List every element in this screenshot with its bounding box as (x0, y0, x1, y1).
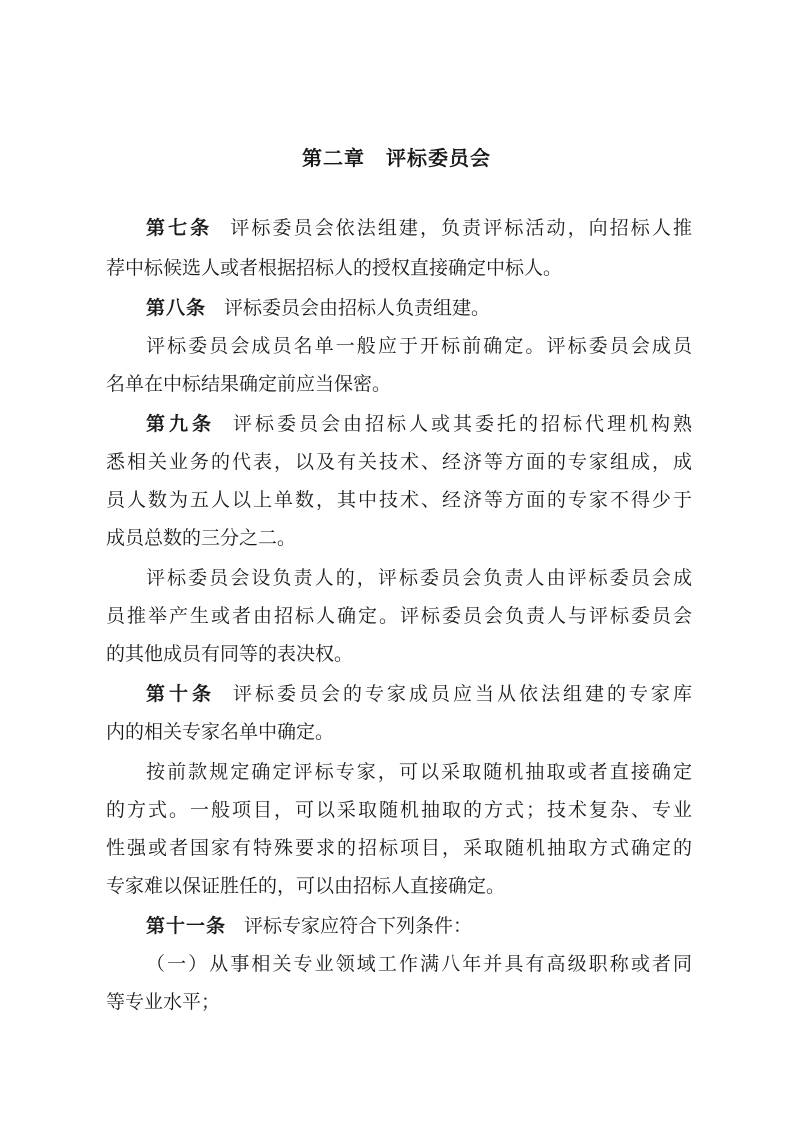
article-9-para-2-line-2: 员推举产生或者由招标人确定。评标委员会负责人与评标委员会 (106, 605, 692, 627)
article-8-text-1: 评标委员会由招标人负责组建。 (224, 297, 491, 319)
article-8-para-2-line-2: 名单在中标结果确定前应当保密。 (106, 373, 392, 395)
article-9-text-1: 评标委员会由招标人或其委托的招标代理机构熟 (233, 413, 692, 435)
article-8-line-1 (146, 288, 692, 328)
article-7-text-1: 评标委员会依法组建，负责评标活动，向招标人推 (230, 217, 692, 239)
article-10-line-1 (146, 674, 692, 714)
article-7-line-1 (146, 208, 692, 248)
article-9-line-1 (146, 404, 692, 444)
article-11-item-1-line-2: 等专业水平； (106, 991, 221, 1013)
article-11-item-1-line-1: （一）从事相关专业领域工作满八年并具有高级职称或者同 (146, 953, 692, 975)
article-10-text-1: 评标委员会的专家成员应当从依法组建的专家库 (233, 683, 692, 705)
article-10-para-2-line-3: 性强或者国家有特殊要求的招标项目，采取随机抽取方式确定的 (106, 837, 692, 859)
article-9-label: 第九条 (146, 413, 215, 435)
article-10-para-2-line-4: 专家难以保证胜任的，可以由招标人直接确定。 (106, 875, 506, 897)
article-9-para-2-line-3: 的其他成员有同等的表决权。 (106, 643, 354, 665)
article-10-para-2-line-2: 的方式。一般项目，可以采取随机抽取的方式；技术复杂、专业 (106, 799, 692, 821)
article-10-para-2-line-1: 按前款规定确定评标专家，可以采取随机抽取或者直接确定 (146, 761, 692, 783)
article-7-line-2: 荐中标候选人或者根据招标人的授权直接确定中标人。 (106, 257, 563, 279)
article-9-line-2: 悉相关业务的代表，以及有关技术、经济等方面的专家组成，成 (106, 451, 692, 473)
chapter-title: 第二章 评标委员会 (302, 146, 491, 170)
article-8-para-2-line-1: 评标委员会成员名单一般应于开标前确定。评标委员会成员 (146, 335, 692, 357)
article-9-para-2-line-1: 评标委员会设负责人的，评标委员会负责人由评标委员会成 (146, 567, 692, 589)
article-11-label: 第十一条 (146, 915, 227, 937)
article-11-line-1 (146, 906, 692, 946)
article-9-line-3: 员人数为五人以上单数，其中技术、经济等方面的专家不得少于 (106, 489, 692, 511)
article-10-line-2: 内的相关专家名单中确定。 (106, 721, 335, 743)
article-11-text-1: 评标专家应符合下列条件： (244, 915, 473, 937)
article-10-label: 第十条 (146, 683, 215, 705)
article-9-line-4: 成员总数的三分之二。 (106, 527, 297, 549)
article-8-label: 第八条 (146, 297, 207, 319)
article-7-label: 第七条 (146, 217, 213, 239)
